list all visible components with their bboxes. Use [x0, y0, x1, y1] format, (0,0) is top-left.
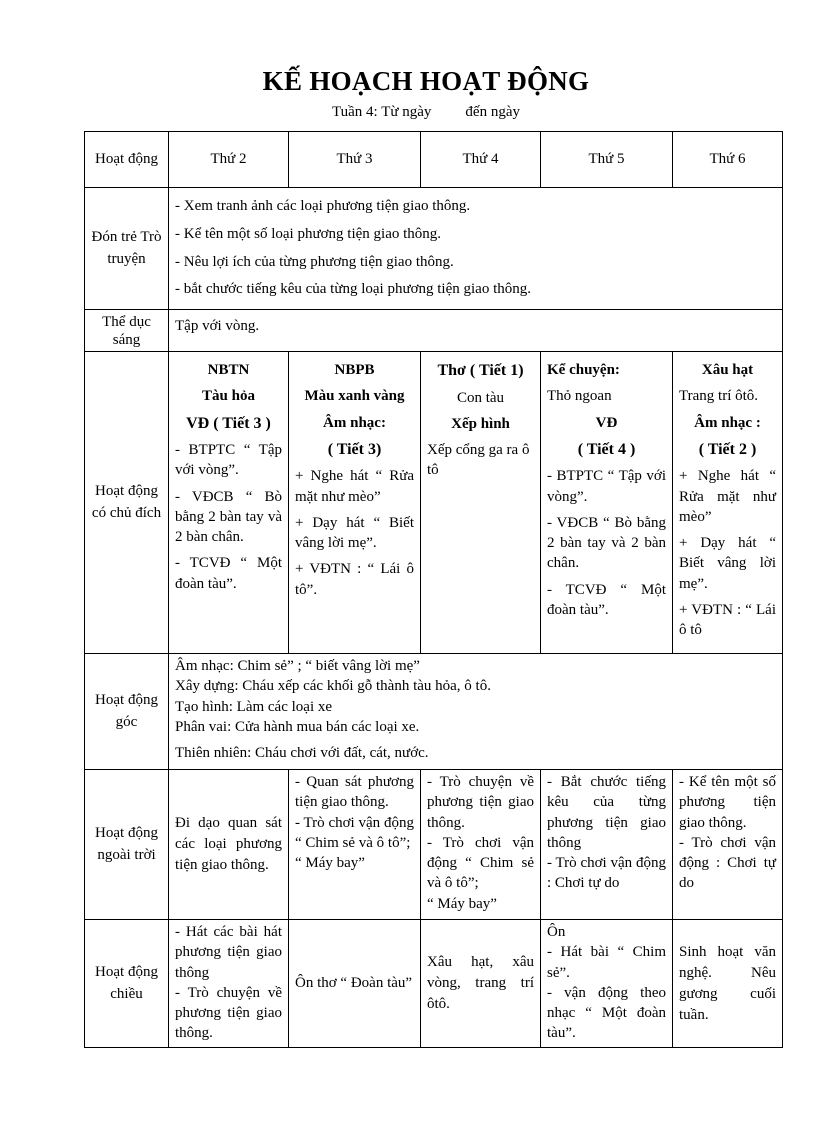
lesson-name: Trang trí ôtô. [679, 388, 759, 405]
lesson-name: Tàu hỏa [202, 388, 255, 405]
activity-item: - BTPTC “ Tập với vòng”. [175, 442, 282, 479]
goc-label: Hoạt động góc [85, 654, 169, 770]
activity-plan-table [84, 131, 783, 1048]
activity-item: + Dạy hát “ Biết vâng lời mẹ”. [295, 514, 414, 552]
activity-item: - BTPTC “ Tập với vòng”. [547, 468, 666, 505]
ngoai-troi-thu-4 [421, 770, 541, 920]
don-tre-line: - Nêu lợi ích của từng phương tiện giao thông. [175, 253, 454, 270]
activity-item: - Quan sát phương tiện giao thông. [295, 774, 414, 811]
goc-line: Âm nhạc: Chim sẻ” ; “ biết vâng lời mẹ” [175, 658, 420, 674]
goc-content [169, 654, 783, 770]
co-chu-dich-thu-3 [289, 352, 421, 654]
activity-item: + VĐTN : “ Lái ô tô [679, 601, 776, 639]
don-tre-line: - bắt chước tiếng kêu của từng loại phương tiện giao thông. [175, 281, 532, 298]
don-tre-row [85, 188, 783, 310]
header-day-5: Thứ 5 [541, 132, 673, 188]
subject-heading: Xếp hình [451, 415, 510, 432]
goc-line: Tạo hình: Làm các loại xe [175, 698, 333, 715]
lesson-name: Con tàu [456, 389, 505, 406]
don-tre-label: Đón trẻ Trò truyện [85, 188, 169, 310]
activity-item: - Kể tên một số phương tiện giao thông. [679, 774, 776, 831]
chieu-thu-4: Xâu hạt, xâu vòng, trang trí ôtô. [421, 920, 541, 1048]
week-from: Tuần 4: Từ ngày [332, 104, 432, 120]
activity-item: - Bắt chước tiếng kêu của từng phương tiện giao thông [547, 774, 666, 851]
header-day-2: Thứ 2 [169, 132, 289, 188]
ngoai-troi-thu-5 [541, 770, 673, 920]
activity-item: - VĐCB “ Bò bằng 2 bàn tay và 2 bàn chân. [547, 514, 666, 572]
activity-item: “ Máy bay” [427, 895, 497, 912]
activity-item: + Dạy hát “ Biết vâng lời mẹ”. [679, 535, 776, 592]
activity-item: + Nghe hát “ Rửa mặt như mèo” [679, 468, 776, 525]
subject-heading: NBTN [207, 362, 250, 378]
activity-item: - Trò chơi vận động “ Chim sẻ và ô tô”; [295, 814, 414, 851]
activity-item: - Trò chơi vận động : Chơi tự do [679, 834, 776, 892]
ngoai-troi-thu-2: Đi dạo quan sát các loại phương tiện giao thông. [169, 770, 289, 920]
activity-item: - vận động theo nhạc “ Một đoàn tàu”. [547, 984, 666, 1042]
activity-item: - Trò chuyện về phương tiện giao thông. [427, 774, 534, 831]
the-duc-content: Tập với vòng. [169, 310, 783, 352]
week-subtitle [0, 104, 816, 121]
the-duc-label: Thể dục sáng [85, 310, 169, 352]
lesson-period: ( Tiết 2 ) [698, 440, 757, 458]
ngoai-troi-thu-6 [673, 770, 783, 920]
chieu-thu-3: Ôn thơ “ Đoàn tàu” [289, 920, 421, 1048]
chieu-thu-5 [541, 920, 673, 1048]
activity-item: “ Máy bay” [295, 855, 365, 871]
activity-item: - Trò chơi vận động : Chơi tự do [547, 855, 666, 892]
activity-item: Xếp cổng ga ra ô tô [427, 442, 530, 479]
goc-line: Thiên nhiên: Cháu chơi với đất, cát, nước. [175, 745, 429, 761]
goc-line: Xây dựng: Cháu xếp các khối gỗ thành tàu hỏa, ô tô. [175, 678, 491, 695]
chieu-thu-2 [169, 920, 289, 1048]
activity-item: Ôn [547, 924, 566, 940]
ngoai-troi-row [85, 770, 783, 920]
the-duc-row [85, 310, 783, 352]
page-title: KẾ HOẠCH HOẠT ĐỘNG [262, 66, 590, 96]
subject-heading: VĐ [595, 414, 618, 431]
activity-item: - Trò chuyện về phương tiện giao thông. [175, 984, 282, 1042]
lesson-name: Thỏ ngoan [547, 388, 612, 405]
week-to: đến ngày [465, 104, 520, 120]
chieu-thu-6: Sinh hoạt văn nghệ. Nêu gương cuối tuần. [673, 920, 783, 1048]
don-tre-line: - Xem tranh ảnh các loại phương tiện giao thông. [175, 198, 471, 214]
ngoai-troi-label: Hoạt động ngoài trời [85, 770, 169, 920]
lesson-name: Màu xanh vàng [304, 388, 405, 405]
subject-heading: Kể chuyện: [547, 362, 620, 378]
activity-item: - Hát các bài hát phương tiện giao thông [175, 924, 282, 981]
activity-item: - VĐCB “ Bò bằng 2 bàn tay và 2 bàn chân. [175, 488, 282, 546]
lesson-period: ( Tiết 3) [327, 440, 382, 458]
subject-heading: Âm nhạc: [323, 414, 386, 431]
activity-item: - TCVĐ “ Một đoàn tàu”. [175, 555, 282, 592]
subject-heading: Âm nhạc : [694, 414, 761, 431]
goc-row [85, 654, 783, 770]
don-tre-content [169, 188, 783, 310]
activity-item: + VĐTN : “ Lái ô tô”. [295, 561, 414, 598]
activity-item: - Hát bài “ Chim sẻ”. [547, 944, 666, 981]
chieu-label: Hoạt động chiều [85, 920, 169, 1048]
chieu-row [85, 920, 783, 1048]
header-activity: Hoạt động [85, 132, 169, 188]
lesson-period: ( Tiết 4 ) [577, 440, 636, 458]
co-chu-dich-thu-4 [421, 352, 541, 654]
ngoai-troi-thu-3 [289, 770, 421, 920]
subject-heading: NBPB [334, 362, 375, 378]
goc-line: Phân vai: Cửa hành mua bán các loại xe. [175, 718, 420, 735]
activity-item: - TCVĐ “ Một đoàn tàu”. [547, 581, 666, 618]
co-chu-dich-thu-5 [541, 352, 673, 654]
header-day-6: Thứ 6 [673, 132, 783, 188]
activity-item: - Trò chơi vận động “ Chim sẻ và ô tô”; [427, 834, 534, 892]
header-row [85, 132, 783, 188]
co-chu-dich-row [85, 352, 783, 654]
subject-heading: Thơ ( Tiết 1) [437, 362, 524, 379]
co-chu-dich-label: Hoạt động có chủ đích [85, 352, 169, 654]
don-tre-line: - Kể tên một số loại phương tiện giao thông. [175, 225, 442, 242]
subject-heading: Xâu hạt [701, 362, 754, 378]
activity-item: + Nghe hát “ Rửa mặt như mèo” [295, 468, 414, 505]
lesson-period: VĐ ( Tiết 3 ) [186, 414, 271, 432]
header-day-3: Thứ 3 [289, 132, 421, 188]
header-day-4: Thứ 4 [421, 132, 541, 188]
co-chu-dich-thu-2 [169, 352, 289, 654]
co-chu-dich-thu-6 [673, 352, 783, 654]
